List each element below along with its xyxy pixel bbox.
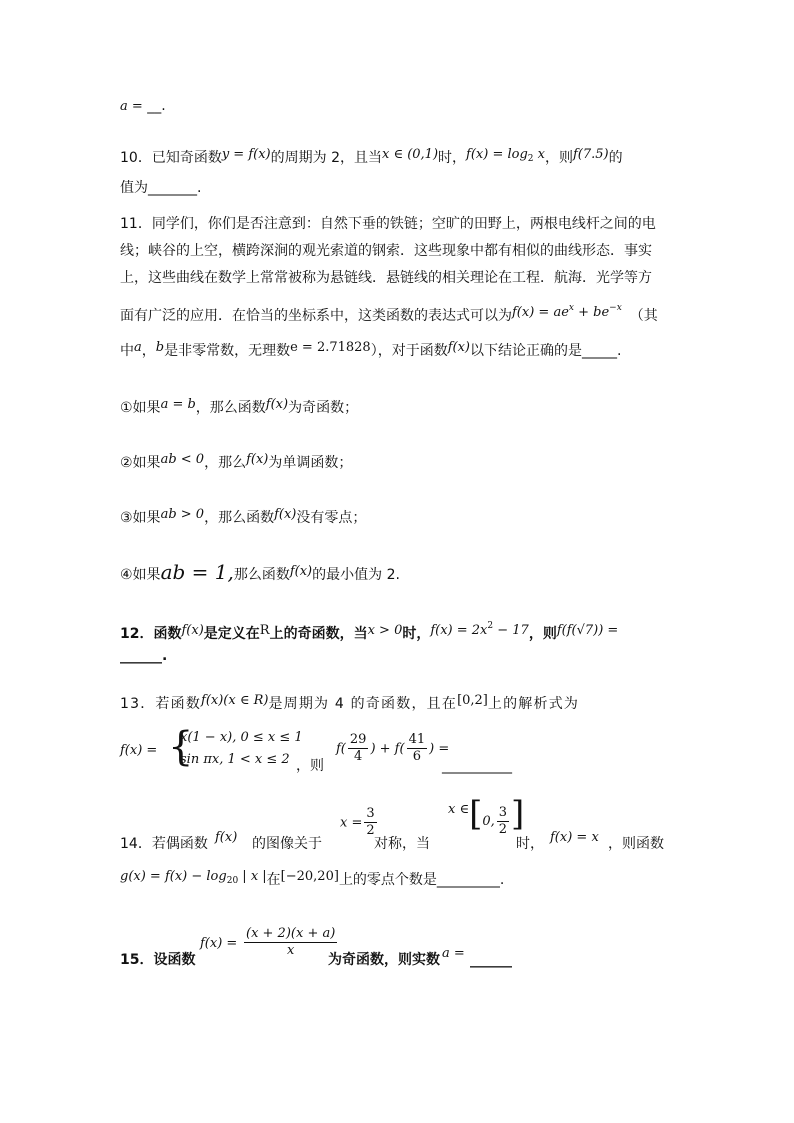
question-text: 上，这些曲线在数学上常常被称为悬链线．悬链线的相关理论在工程．航海．光学等方 [120,270,652,286]
math-expr: x > 0 [367,623,403,638]
question-text: 值为_______. [120,180,202,196]
question-text: 是周期为 4 的奇函数，且在 [268,696,458,712]
math-expr: f(x) [447,340,470,355]
case-1: x(1 − x), 0 ≤ x ≤ 1 [180,730,303,745]
question-10-line-1 [120,148,623,173]
math-expr: f(x) = log [466,147,528,162]
option-text: 为单调函数； [268,455,353,471]
question-text: 15．设函数 [120,952,196,968]
math-expr: f(x) [289,564,313,579]
denominator: 2 [366,823,375,838]
math-eq [340,806,379,839]
bracket-left: [ [469,794,483,834]
question-11-line-5 [120,341,621,362]
answer-blank: ______ [470,952,512,968]
math-expr: f(x) [246,452,269,467]
math-expr: a = [442,946,465,961]
question-text: 线；峡谷的上空，横跨深涧的观光索道的钢索．这些现象中都有相似的曲线形态．事实 [120,243,652,259]
answer-blank: __________ [442,758,512,774]
question-14-line-2 [120,870,504,895]
math-expr: + be [573,305,610,320]
math-expr: a = [120,99,143,114]
math-expr: g(x) = f(x) − log [120,869,227,884]
option-text: ③如果 [120,510,161,526]
question-14-line-1 [120,794,680,852]
math-expr: y = f(x) [221,147,271,162]
option-text: 为奇函数； [288,400,359,416]
math-expr: f(x) [274,507,297,522]
question-11-line-1 [120,214,656,234]
numerator: (x + 2)(x + a) [246,926,336,941]
fraction [348,732,369,765]
numerator: 3 [366,806,375,821]
question-11-line-4 [120,302,658,327]
answer-line-top [120,96,166,117]
math-expr: f(x) [181,623,204,638]
question-text: 上的零点个数是_________. [338,872,505,888]
question-11-line-2 [120,241,652,261]
question-text: ），对于函数 [370,343,448,359]
question-text: ，则 [296,758,324,774]
math-expr: [0,2] [457,693,488,708]
option-text: ④如果 [120,567,161,583]
math-expr: ) = [429,741,450,757]
question-text: 是非零常数，无理数 [164,343,291,359]
math-expr: R [259,623,270,638]
question-text: 时， [516,836,544,852]
math-expr: f(x) = 2x [430,623,488,638]
denominator: 4 [354,749,363,764]
question-text: 时， [402,626,431,642]
math-expr: 0, [482,814,495,829]
question-text: ，则函数 [608,836,664,852]
question-text: ，则 [544,150,573,166]
question-text: 对称，当 [374,836,430,852]
question-text: 中 [120,343,134,359]
numerator: 41 [408,732,426,747]
question-text: 为奇函数，则实数 [328,952,440,968]
exponent: x [568,303,574,313]
question-text: （其 [629,308,658,324]
numerator: 3 [498,804,508,820]
option-text: ，那么函数 [195,400,266,416]
math-expr: ab < 0 [160,452,205,467]
exponent: −x [609,303,622,313]
math-expr: x ∈ (0,1) [381,147,439,162]
math-expr: f( [336,741,346,757]
math-expr: f(7.5) [572,147,609,162]
log-base: 2 [527,154,534,164]
math-expr: ab = 1, [160,560,234,584]
denominator: 6 [412,749,421,764]
question-text: 的 [608,150,623,166]
question-10-line-2 [120,178,201,198]
option-text: 那么函数 [233,567,290,583]
question-text: 13．若函数 [120,696,202,712]
math-sum [336,732,449,765]
exponent: 2 [487,621,494,631]
question-15 [120,926,540,970]
math-expr: − 17 [493,623,529,638]
question-12-line-2 [120,646,167,666]
question-text: 上的解析式为 [487,696,580,712]
question-text: 以下结论正确的是_____. [470,343,622,359]
math-expr: f(x)(x ∈ R) [201,693,269,708]
math-expr: f(f(√7)) = [556,623,619,638]
blank: __ [147,98,162,114]
fraction [497,805,509,838]
fraction [244,926,337,959]
option-text: ②如果 [120,455,161,471]
question-text: 12．函数 [120,626,182,642]
question-text: 11．同学们，你们是否注意到：自然下垂的铁链；空旷的田野上，两根电线杆之间的电 [120,216,656,232]
math-var: a [134,340,142,355]
bracket-right: ] [511,794,525,834]
question-text: 上的奇函数，当 [269,626,368,642]
question-text: ， [141,343,156,359]
question-text: 的周期为 2，且当 [270,150,382,166]
math-expr: ) + f( [370,741,405,757]
math-expr: f(x) = ae [512,305,569,320]
denominator: 2 [498,821,508,837]
option-1 [120,398,358,419]
question-number: 10． [120,150,152,166]
question-text: 在 [266,872,281,888]
question-text: 已知奇函数 [151,150,222,166]
question-text: 是定义在 [203,626,260,642]
case-2: sin πx, 1 < x ≤ 2 [180,752,290,767]
math-expr: x = [340,815,363,831]
math-expr: ab > 0 [160,507,205,522]
option-text: 没有零点； [296,510,367,526]
answer-blank: ______. [120,648,168,664]
option-text: ，那么 [204,455,247,471]
option-text: ①如果 [120,400,161,416]
question-text: 时， [438,150,467,166]
question-text: 的图像关于 [252,836,322,852]
question-11-line-3 [120,268,652,288]
math-expr: a = b [160,397,196,412]
question-12-line-1 [120,620,618,645]
math-expr: f(x) = [200,936,238,951]
math-var: b [155,340,165,355]
question-text: ，则 [528,626,557,642]
math-expr: [−20,20] [280,869,339,884]
brace: { [168,724,194,770]
math-expr: x [533,147,545,162]
question-text: 面有广泛的应用．在恰当的坐标系中，这类函数的表达式可以为 [120,308,512,324]
math-expr: e = 2.71828 [290,340,371,355]
math-expr: | x | [238,869,267,884]
math-expr: x ∈ [448,802,470,817]
question-text: 14．若偶函数 [120,836,208,852]
math-expr: f(x) = [120,743,158,758]
option-text: ，那么函数 [204,510,275,526]
log-base: 20 [226,876,239,886]
math-expr: f(x) [265,397,289,412]
option-3 [120,508,366,529]
option-text: 的最小值为 2. [312,567,400,583]
math-interval [448,794,525,838]
numerator: 29 [349,732,367,747]
option-4 [120,562,400,586]
option-2 [120,453,352,474]
math-expr: f(x) [215,830,238,845]
period: . [161,98,166,114]
question-13-line-1 [120,694,579,715]
denominator: x [286,943,295,958]
math-expr: f(x) = x [550,830,599,845]
fraction [407,732,428,765]
